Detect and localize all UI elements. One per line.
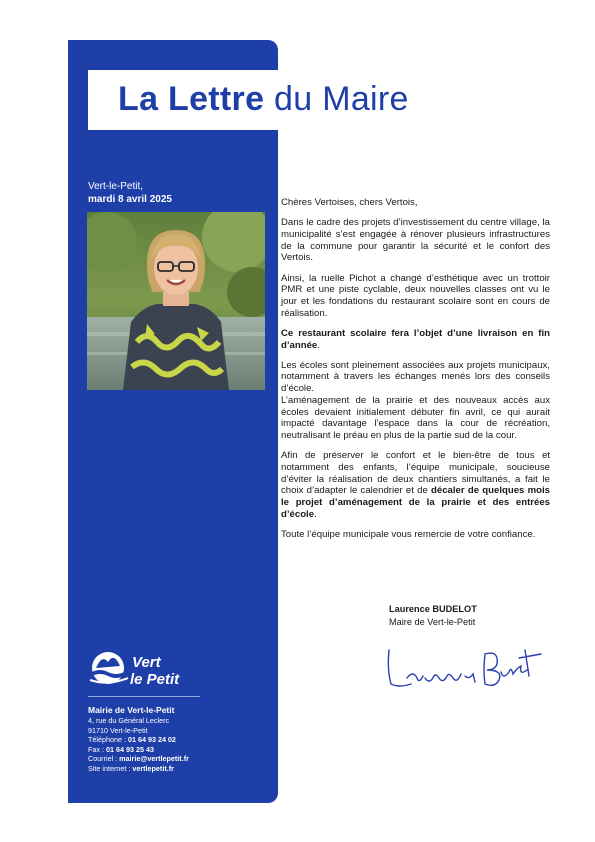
logo-text-lepetit: le Petit [130,671,180,688]
paragraph-4: Les écoles sont pleinement associées aux projets municipaux, notamment à travers les échanges menés lors des conseils d’école. [281,359,550,395]
mayor-photo [87,212,265,390]
paragraph-6-end: . [314,508,317,520]
portrait-image [87,212,265,390]
letter-body [281,197,550,549]
title-rest: du Maire [274,80,409,118]
paragraph-6-bold: décaler de quelques mois le projet d’aménagement de la prairie et des entrées d’école [281,485,550,520]
email-link[interactable]: mairie@vertlepetit.fr [119,754,189,764]
fax-label: Fax : [88,744,106,754]
site-link[interactable]: vertlepetit.fr [132,763,174,773]
contact-site [88,764,189,774]
logo-text-vert: Vert [132,654,161,671]
paragraph-3-bold: Ce restaurant scolaire fera l’objet d’une livraison en fin d’année [281,327,550,351]
paragraph-2: Ainsi, la ruelle Pichot a changé d’esthétique avec un trottoir PMR et une piste cyclable, deux nouvelles classes ont vu le jour et les fondations du restaurant scolaire sont en cours de réalisation. [281,272,550,319]
greeting: Chères Vertoises, chers Vertois, [281,197,418,208]
contact-name: Mairie de Vert-le-Petit [88,705,175,715]
paragraph-3 [281,328,550,351]
paragraph-1: Dans le cadre des projets d’investissement du centre village, la municipalité s’est engagée à rénover plusieurs infrastructures de la commune pour garantir la sécurité et le confort des Vertois. [281,217,550,264]
date: mardi 8 avril 2025 [88,194,172,205]
handwritten-signature [385,640,545,696]
vert-le-petit-logo-icon [88,648,198,692]
contact-city: 91710 Vert-le-Petit [88,725,148,735]
title-bold: La Lettre [118,80,265,118]
town-logo [88,648,198,692]
fax-value: 01 64 93 25 43 [105,744,154,754]
contact-email [88,754,189,764]
page-title [118,80,409,119]
paragraph-6 [281,450,550,520]
location-date [88,180,172,206]
divider [88,696,200,697]
email-label: Courriel : [88,754,120,764]
contact-phone [88,735,189,745]
paragraph-3-end: . [317,339,320,351]
paragraph-6-start: Afin de préserver le confort et le bien-être de tous et notamment des enfants, l’équipe municipale, soucieuse d’éviter la réalisation de deux chantiers simultanés, a fait le choix d’adapter le calendrier et de [281,450,550,497]
phone-value: 01 64 93 24 02 [127,735,176,745]
signatory-name: Laurence BUDELOT [389,604,477,614]
signature-block [389,603,477,629]
phone-label: Téléphone : [88,735,128,745]
contact-address: 4, rue du Général Leclerc [88,716,170,725]
location: Vert-le-Petit, [88,181,144,192]
signature-icon [385,640,545,696]
paragraph-5: L’aménagement de la prairie et des nouveaux accès aux écoles devaient initialement débuter fin avril, ce qui aurait impacté davantage l’espace dans la cour de récréation, neutralisant le préau en plus de la partie sud de la cour. [281,394,550,441]
site-label: Site internet : [88,763,133,773]
signatory-role: Maire de Vert-le-Petit [389,617,476,627]
paragraph-7: Toute l’équipe municipale vous remercie de votre confiance. [281,528,536,540]
contact-fax [88,745,189,755]
contact-block [88,704,189,774]
